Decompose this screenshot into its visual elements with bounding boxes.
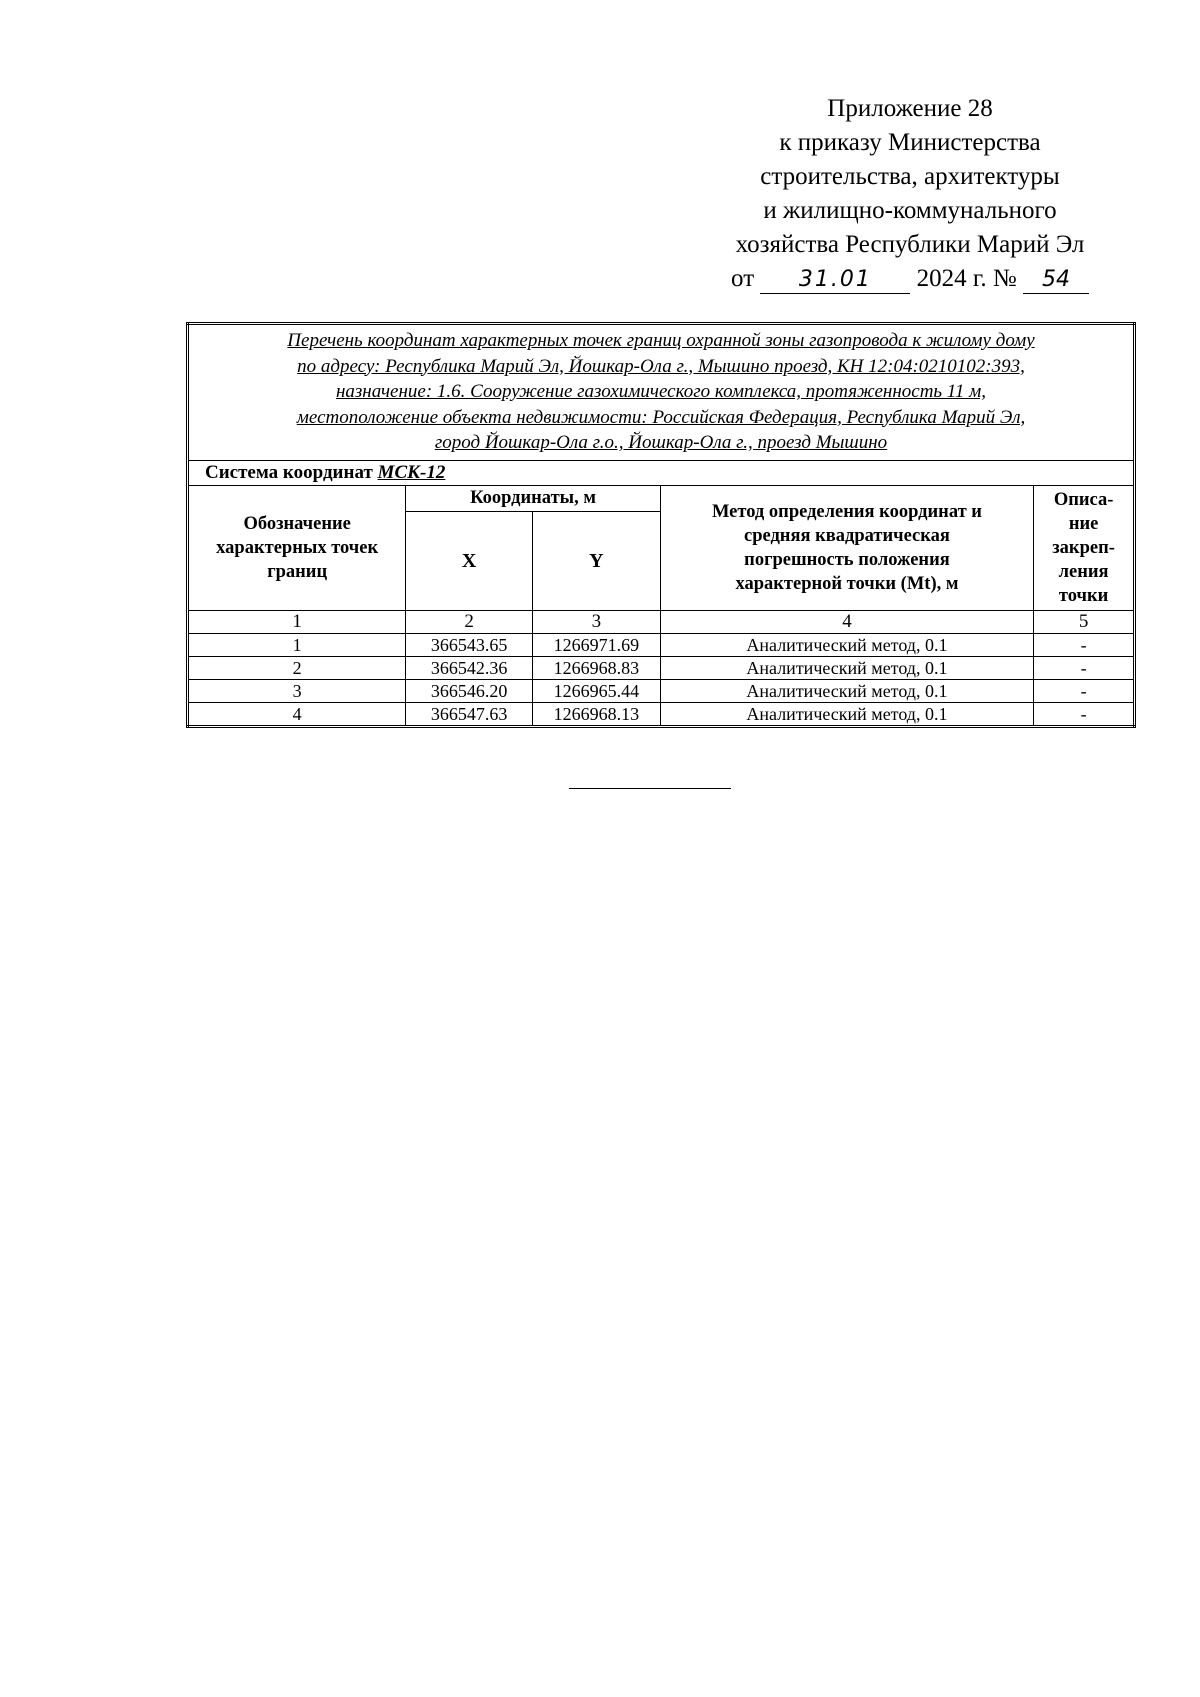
table-row xyxy=(188,633,1135,656)
header-text: характерных точек xyxy=(216,537,379,558)
y-cell: 1266968.13 xyxy=(532,702,660,726)
ministry-line-3: хозяйства Республики Марий Эл xyxy=(735,231,1085,258)
header-text: погрешность положения xyxy=(744,549,950,570)
x-cell: 366547.63 xyxy=(406,702,533,726)
description-cell: - xyxy=(1034,633,1135,656)
column-number: 4 xyxy=(660,610,1033,633)
method-cell: Аналитический метод, 0.1 xyxy=(660,656,1033,679)
method-cell: Аналитический метод, 0.1 xyxy=(660,702,1033,726)
point-cell: 1 xyxy=(188,633,406,656)
header-text: ние xyxy=(1068,513,1099,534)
header-text: закреп- xyxy=(1052,537,1115,558)
order-date: 31.01 xyxy=(760,267,910,294)
order-year: 2024 г. № xyxy=(916,265,1017,292)
document-header xyxy=(690,92,1130,296)
description-cell: - xyxy=(1034,702,1135,726)
table-title xyxy=(188,324,1135,461)
column-number-row xyxy=(188,610,1135,633)
coordinates-table xyxy=(186,322,1136,728)
y-header: Y xyxy=(532,511,660,610)
header-text: ления xyxy=(1058,561,1109,582)
header-text: Метод определения координат и xyxy=(711,501,982,522)
column-number: 1 xyxy=(188,610,406,633)
coordinate-system-label: Система координат xyxy=(205,461,373,483)
coordinate-system-value: МСК-12 xyxy=(377,461,446,483)
end-divider xyxy=(569,788,731,789)
y-cell: 1266968.83 xyxy=(532,656,660,679)
y-cell: 1266965.44 xyxy=(532,679,660,702)
y-cell: 1266971.69 xyxy=(532,633,660,656)
point-cell: 2 xyxy=(188,656,406,679)
header-text: Обозначение xyxy=(243,513,351,534)
x-cell: 366542.36 xyxy=(406,656,533,679)
point-cell: 4 xyxy=(188,702,406,726)
coordinates-header: Координаты, м xyxy=(406,485,660,511)
header-text: средняя квадратическая xyxy=(743,525,950,546)
order-date-line xyxy=(690,262,1130,296)
method-cell: Аналитический метод, 0.1 xyxy=(660,633,1033,656)
title-line: Перечень координат характерных точек границ охранной зоны газопровода к жилому дому xyxy=(287,330,1035,351)
title-line: по адресу: Республика Марий Эл, Йошкар-Ола г., Мышино проезд, КН 12:04:0210102:393, xyxy=(297,355,1025,377)
description-header xyxy=(1034,485,1135,610)
order-line: к приказу Министерства xyxy=(779,129,1041,156)
title-line: город Йошкар-Ола г.о., Йошкар-Ола г., проезд Мышино xyxy=(434,432,888,453)
order-number: 54 xyxy=(1023,267,1089,294)
coordinate-system xyxy=(188,460,1135,485)
table-row xyxy=(188,679,1135,702)
description-cell: - xyxy=(1034,679,1135,702)
header-text: границ xyxy=(267,561,328,582)
ministry-line-1: строительства, архитектуры xyxy=(760,163,1060,190)
title-line: назначение: 1.6. Сооружение газохимического комплекса, протяженность 11 м, xyxy=(335,381,987,402)
column-number: 5 xyxy=(1034,610,1135,633)
table-row xyxy=(188,656,1135,679)
method-cell: Аналитический метод, 0.1 xyxy=(660,679,1033,702)
point-cell: 3 xyxy=(188,679,406,702)
x-header: X xyxy=(406,511,533,610)
x-cell: 366543.65 xyxy=(406,633,533,656)
from-prefix: от xyxy=(731,265,755,292)
header-text: характерной точки (Mt), м xyxy=(735,573,959,594)
description-cell: - xyxy=(1034,656,1135,679)
title-line: местоположение объекта недвижимости: Российская Федерация, Республика Марий Эл, xyxy=(296,406,1026,428)
x-cell: 366546.20 xyxy=(406,679,533,702)
ministry-line-2: и жилищно-коммунального xyxy=(763,197,1057,224)
header-text: Описа- xyxy=(1053,489,1114,510)
header-text: точки xyxy=(1058,585,1109,606)
appendix-title: Приложение 28 xyxy=(827,95,993,122)
column-number: 3 xyxy=(532,610,660,633)
table-row xyxy=(188,702,1135,726)
designation-header xyxy=(188,485,406,610)
column-number: 2 xyxy=(406,610,533,633)
method-header xyxy=(660,485,1033,610)
